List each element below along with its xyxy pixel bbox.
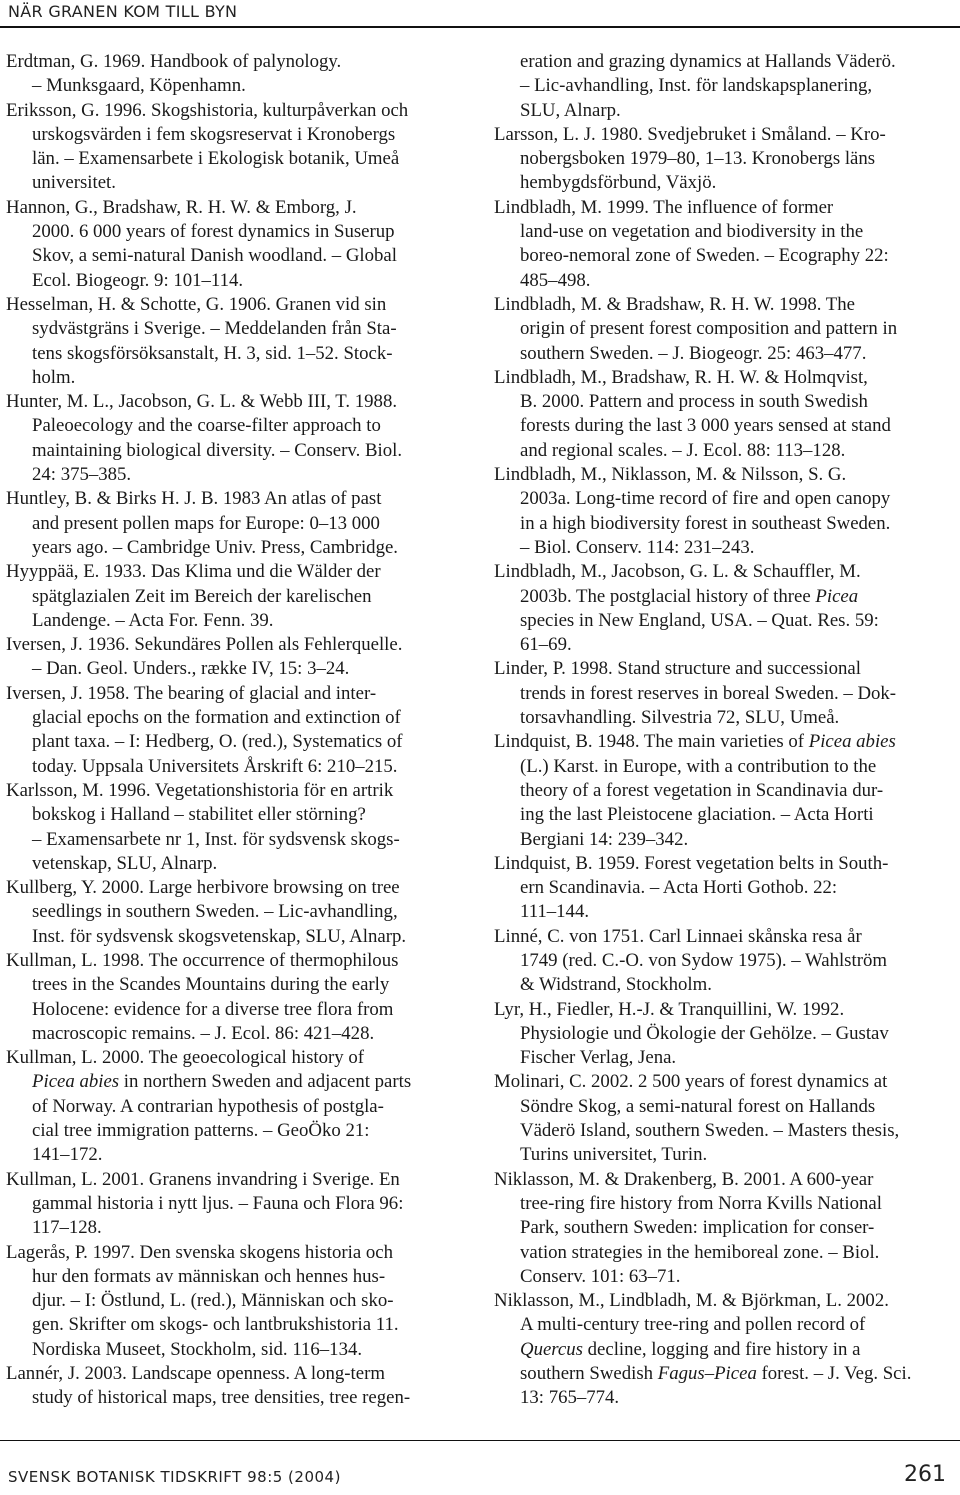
reference-line: län. – Examensarbete i Ekologisk botanik, Umeå bbox=[32, 148, 400, 170]
reference-line: eration and grazing dynamics at Hallands Väderö. bbox=[520, 51, 896, 72]
reference-line: Physiologie und Ökologie der Gehölze. – Gustav bbox=[520, 1022, 889, 1044]
reference-line: Lindquist, B. 1959. Forest vegetation belts in South- bbox=[494, 852, 889, 874]
reference-line: tree-ring fire history from Norra Kvills National bbox=[520, 1192, 882, 1214]
reference-line: trends in forest reserves in boreal Sweden. – Dok- bbox=[520, 682, 897, 704]
reference-line: glacial epochs on the formation and extinction of bbox=[32, 707, 401, 729]
reference-line: gen. Skrifter om skogs- och lantbrukshistoria 11. bbox=[32, 1314, 399, 1336]
reference-line: (L.) Karst. in Europe, with a contribution to the bbox=[520, 755, 877, 777]
reference-line: 2000. 6 000 years of forest dynamics in Suserup bbox=[32, 221, 395, 243]
reference-line: years ago. – Cambridge Univ. Press, Cambridge. bbox=[32, 536, 398, 558]
reference-line: Lannér, J. 2003. Landscape openness. A long-term bbox=[6, 1363, 385, 1385]
reference-line: torsavhandling. Silvestria 72, SLU, Umeå. bbox=[520, 707, 840, 729]
reference-line: Eriksson, G. 1996. Skogshistoria, kulturpåverkan och bbox=[6, 99, 409, 121]
reference-line: – Dan. Geol. Unders., række IV, 15: 3–24. bbox=[32, 658, 350, 680]
reference-line: djur. – I: Östlund, L. (red.), Människan och sko- bbox=[32, 1290, 394, 1312]
reference-line: Linder, P. 1998. Stand structure and successional bbox=[494, 658, 861, 680]
reference-line: B. 2000. Pattern and process in south Swedish bbox=[520, 391, 868, 413]
reference-line: Karlsson, M. 1996. Vegetationshistoria för en artrik bbox=[6, 779, 394, 801]
reference-line: Kullman, L. 2000. The geoecological history of bbox=[6, 1047, 364, 1069]
reference-line: Lindbladh, M. 1999. The influence of former bbox=[494, 196, 834, 218]
reference-line: of Norway. A contrarian hypothesis of postgla- bbox=[32, 1095, 384, 1117]
page-number: 261 bbox=[904, 1462, 946, 1487]
reference-line: seedlings in southern Sweden. – Lic-avhandling, bbox=[32, 901, 398, 923]
reference-column-left bbox=[6, 50, 466, 1411]
header-rule bbox=[0, 26, 960, 28]
footer-rule bbox=[0, 1440, 960, 1441]
reference-line: 24: 375–385. bbox=[32, 464, 132, 486]
reference-line: study of historical maps, tree densities, tree regen- bbox=[32, 1387, 411, 1409]
reference-line: Picea abies in northern Sweden and adjacent parts bbox=[32, 1071, 412, 1093]
reference-line: hur den formats av människan och hennes hus- bbox=[32, 1265, 386, 1287]
reference-line: Lindbladh, M., Jacobson, G. L. & Schauffler, M. bbox=[494, 561, 861, 583]
reference-line: southern Sweden. – J. Biogeogr. 25: 463–477. bbox=[520, 342, 867, 364]
reference-line: 485–498. bbox=[520, 269, 591, 291]
running-title: NÄR GRANEN KOM TILL BYN bbox=[8, 2, 238, 21]
reference-line: Larsson, L. J. 1980. Svedjebruket i Småland. – Kro- bbox=[494, 123, 886, 145]
reference-line: Holocene: evidence for a diverse tree flora from bbox=[32, 998, 394, 1020]
reference-line: species in New England, USA. – Quat. Res. 59: bbox=[520, 609, 879, 631]
reference-line: plant taxa. – I: Hedberg, O. (red.), Systematics of bbox=[32, 731, 403, 753]
reference-line: Hesselman, H. & Schotte, G. 1906. Granen vid sin bbox=[6, 293, 387, 315]
reference-line: 2003a. Long-time record of fire and open canopy bbox=[520, 488, 891, 510]
reference-line: Bergiani 14: 239–342. bbox=[520, 828, 689, 850]
reference-line: Skov, a semi-natural Danish woodland. – Global bbox=[32, 245, 397, 267]
reference-line: holm. bbox=[32, 366, 76, 388]
reference-line: Park, southern Sweden: implication for conser- bbox=[520, 1217, 875, 1239]
reference-line: bokskog i Halland – stabilitet eller störning? bbox=[32, 804, 366, 826]
reference-line: Kullman, L. 1998. The occurrence of thermophilous bbox=[6, 949, 399, 971]
reference-line: Ecol. Biogeogr. 9: 101–114. bbox=[32, 269, 244, 291]
reference-line: – Lic-avhandling, Inst. för landskapsplanering, bbox=[520, 75, 873, 97]
reference-line: 141–172. bbox=[32, 1144, 103, 1166]
reference-line: sydvästgräns i Sverige. – Meddelanden från Sta- bbox=[32, 318, 397, 340]
reference-line: A multi-century tree-ring and pollen record of bbox=[520, 1314, 866, 1336]
reference-line: – Biol. Conserv. 114: 231–243. bbox=[520, 536, 755, 558]
reference-line: and present pollen maps for Europe: 0–13 000 bbox=[32, 512, 380, 534]
reference-column-right bbox=[494, 50, 956, 1411]
reference-line: land-use on vegetation and biodiversity in the bbox=[520, 221, 864, 243]
reference-line: 61–69. bbox=[520, 634, 572, 656]
reference-line: cial tree immigration patterns. – GeoÖko 21: bbox=[32, 1120, 370, 1142]
reference-line: 117–128. bbox=[32, 1217, 102, 1239]
reference-line: Väderö Island, southern Sweden. – Masters thesis, bbox=[520, 1120, 900, 1142]
reference-line: Quercus decline, logging and fire history in a bbox=[520, 1338, 861, 1360]
reference-line: nobergsboken 1979–80, 1–13. Kronobergs läns bbox=[520, 148, 876, 170]
reference-line: SLU, Alnarp. bbox=[520, 99, 621, 121]
reference-line: – Munksgaard, Köpenhamn. bbox=[32, 75, 246, 97]
reference-line: 13: 765–774. bbox=[520, 1387, 620, 1409]
reference-line: maintaining biological diversity. – Conserv. Biol. bbox=[32, 439, 403, 461]
reference-line: forests during the last 3 000 years sensed at stand bbox=[520, 415, 891, 437]
reference-line: Fischer Verlag, Jena. bbox=[520, 1047, 677, 1069]
reference-line: Lindquist, B. 1948. The main varieties of Picea abies bbox=[494, 731, 896, 753]
reference-line: ing the last Pleistocene glaciation. – Acta Horti bbox=[520, 804, 874, 826]
reference-line: Inst. för sydsvensk skogsvetenskap, SLU, Alnarp. bbox=[32, 925, 407, 947]
reference-line: & Widstrand, Stockholm. bbox=[520, 974, 712, 996]
reference-line: 2003b. The postglacial history of three Picea bbox=[520, 585, 859, 607]
reference-line: gammal historia i nytt ljus. – Fauna och Flora 96: bbox=[32, 1192, 404, 1214]
reference-line: trees in the Scandes Mountains during the early bbox=[32, 974, 390, 996]
reference-line: Kullman, L. 2001. Granens invandring i Sverige. En bbox=[6, 1168, 400, 1190]
reference-line: macroscopic remains. – J. Ecol. 86: 421–428. bbox=[32, 1022, 375, 1044]
reference-line: Söndre Skog, a semi-natural forest on Hallands bbox=[520, 1095, 876, 1117]
reference-line: today. Uppsala Universitets Årskrift 6: 210–215. bbox=[32, 755, 398, 777]
reference-line: Hyyppää, E. 1933. Das Klima und die Wälder der bbox=[6, 561, 381, 583]
reference-line: theory of a forest vegetation in Scandinavia dur- bbox=[520, 779, 884, 801]
reference-line: tens skogsförsöksanstalt, H. 3, sid. 1–52. Stock- bbox=[32, 342, 393, 364]
reference-line: southern Swedish Fagus–Picea forest. – J. Veg. Sci. bbox=[520, 1363, 912, 1385]
reference-line: Niklasson, M. & Drakenberg, B. 2001. A 600-year bbox=[494, 1168, 874, 1190]
reference-line: universitet. bbox=[32, 172, 116, 194]
journal-citation: SVENSK BOTANISK TIDSKRIFT 98:5 (2004) bbox=[8, 1468, 341, 1486]
reference-line: Linné, C. von 1751. Carl Linnaei skånska resa år bbox=[494, 925, 862, 947]
reference-line: Hannon, G., Bradshaw, R. H. W. & Emborg, J. bbox=[6, 196, 357, 218]
reference-line: Iversen, J. 1958. The bearing of glacial and inter- bbox=[6, 682, 377, 704]
reference-line: in a high biodiversity forest in southeast Sweden. bbox=[520, 512, 891, 534]
reference-line: – Examensarbete nr 1, Inst. för sydsvensk skogs- bbox=[32, 828, 400, 850]
reference-line: spätglazialen Zeit im Bereich der karelischen bbox=[32, 585, 372, 607]
reference-line: Erdtman, G. 1969. Handbook of palynology. bbox=[6, 51, 342, 72]
reference-line: Lindbladh, M., Bradshaw, R. H. W. & Holmqvist, bbox=[494, 366, 868, 388]
reference-line: Huntley, B. & Birks H. J. B. 1983 An atlas of past bbox=[6, 488, 382, 510]
reference-line: 1749 (red. C.-O. von Sydow 1975). – Wahlström bbox=[520, 949, 887, 971]
reference-line: Lyr, H., Fiedler, H.-J. & Tranquillini, W. 1992. bbox=[494, 998, 845, 1020]
reference-line: origin of present forest composition and pattern in bbox=[520, 318, 898, 340]
reference-line: Lindbladh, M. & Bradshaw, R. H. W. 1998. The bbox=[494, 293, 855, 315]
reference-line: Hunter, M. L., Jacobson, G. L. & Webb III, T. 1988. bbox=[6, 391, 398, 413]
reference-line: ern Scandinavia. – Acta Horti Gothob. 22: bbox=[520, 877, 838, 899]
reference-line: vation strategies in the hemiboreal zone. – Biol. bbox=[520, 1241, 880, 1263]
reference-line: 111–144. bbox=[520, 901, 590, 923]
reference-line: Conserv. 101: 63–71. bbox=[520, 1265, 681, 1287]
reference-line: Turins universitet, Turin. bbox=[520, 1144, 708, 1166]
reference-line: boreo-nemoral zone of Sweden. – Ecography 22: bbox=[520, 245, 889, 267]
reference-line: Lindbladh, M., Niklasson, M. & Nilsson, S. G. bbox=[494, 464, 847, 486]
reference-line: Niklasson, M., Lindbladh, M. & Björkman, L. 2002. bbox=[494, 1290, 889, 1312]
reference-line: Molinari, C. 2002. 2 500 years of forest dynamics at bbox=[494, 1071, 888, 1093]
reference-line: Lagerås, P. 1997. Den svenska skogens historia och bbox=[6, 1241, 394, 1263]
reference-line: and regional scales. – J. Ecol. 88: 113–128. bbox=[520, 439, 846, 461]
reference-line: Iversen, J. 1936. Sekundäres Pollen als Fehlerquelle. bbox=[6, 634, 403, 656]
reference-line: hembygdsförbund, Växjö. bbox=[520, 172, 717, 194]
reference-line: Landenge. – Acta For. Fenn. 39. bbox=[32, 609, 274, 631]
reference-line: urskogsvärden i fem skogsreservat i Kronobergs bbox=[32, 123, 396, 145]
reference-line: Nordiska Museet, Stockholm, sid. 116–134. bbox=[32, 1338, 363, 1360]
reference-line: vetenskap, SLU, Alnarp. bbox=[32, 852, 218, 874]
reference-line: Paleoecology and the coarse-filter approach to bbox=[32, 415, 381, 437]
reference-line: Kullberg, Y. 2000. Large herbivore browsing on tree bbox=[6, 877, 400, 899]
